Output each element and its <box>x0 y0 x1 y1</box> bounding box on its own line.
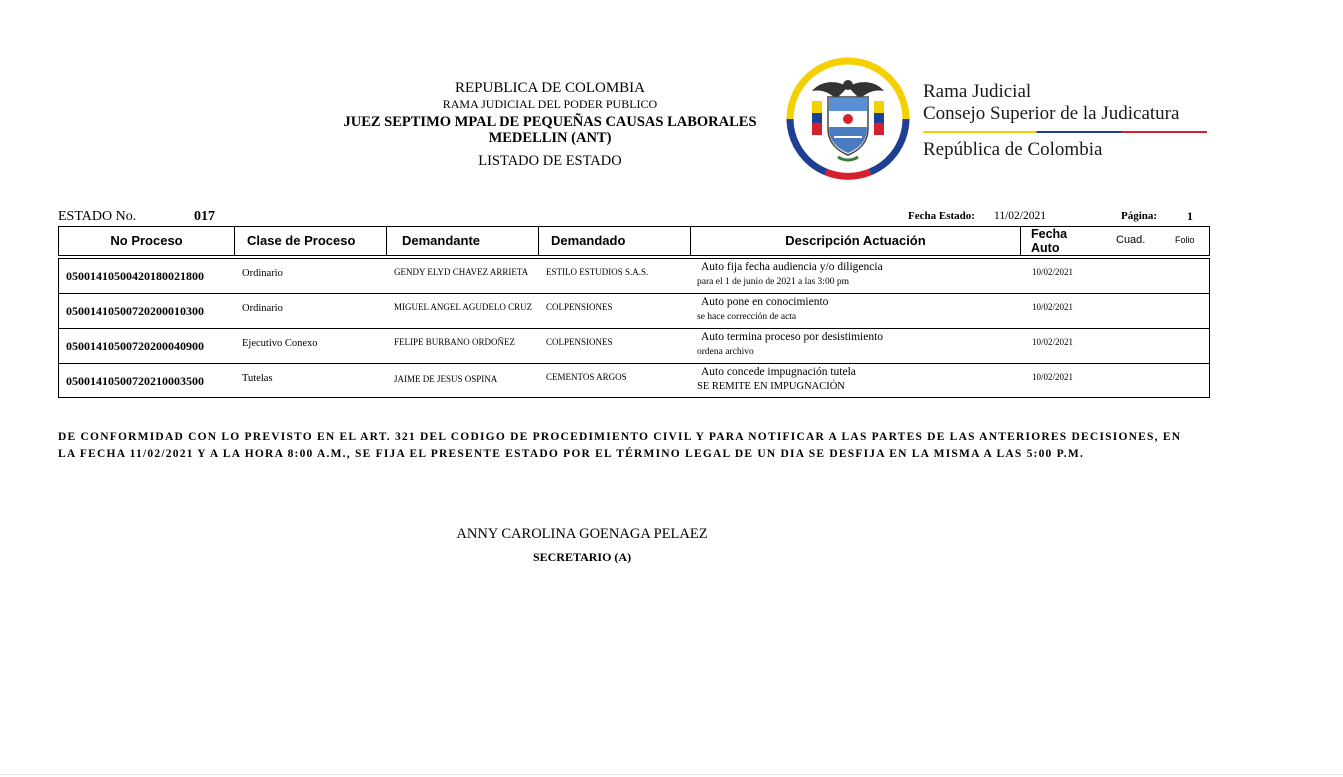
header-country: REPUBLICA DE COLOMBIA <box>454 80 645 96</box>
header-folio: Folio <box>1175 235 1195 245</box>
header-fecha-line1: Fecha <box>1031 227 1068 241</box>
fecha-estado-label: Fecha Estado: <box>908 210 975 222</box>
fecha-estado-value: 11/02/2021 <box>994 210 1046 222</box>
table-header <box>58 226 1210 256</box>
cell-detalle: se hace corrección de acta <box>697 312 797 322</box>
estado-number: 017 <box>194 209 215 224</box>
cell-demandante: GENDY ELYD CHAVEZ ARRIETA <box>394 267 529 277</box>
brand-title: Rama Judicial <box>923 81 1032 102</box>
cell-descripcion <box>697 295 1027 324</box>
header-demandado: Demandado <box>539 227 691 255</box>
header-doc-title: LISTADO DE ESTADO <box>478 153 622 169</box>
header-clase: Clase de Proceso <box>235 227 387 255</box>
signature-name: ANNY CAROLINA GOENAGA PELAEZ <box>456 526 708 542</box>
header-fecha-line2: Auto <box>1031 241 1060 255</box>
page-bottom-border <box>0 774 1343 775</box>
cell-fecha: 10/02/2021 <box>1032 267 1074 277</box>
cell-descripcion <box>697 260 1027 289</box>
cell-actuacion: Auto fija fecha audiencia y/o diligencia <box>701 261 883 273</box>
cell-actuacion: Auto pone en conocimiento <box>701 296 829 308</box>
cell-fecha: 10/02/2021 <box>1032 372 1074 382</box>
estado-label: ESTADO No. <box>58 209 137 224</box>
header-fecha-auto <box>1031 227 1091 255</box>
cell-demandado: COLPENSIONES <box>546 302 613 312</box>
header-city: MEDELLIN (ANT) <box>488 130 612 146</box>
brand-divider <box>923 131 1207 133</box>
cell-demandante: FELIPE BURBANO ORDOÑEZ <box>394 337 516 347</box>
cell-clase: Ejecutivo Conexo <box>242 338 318 349</box>
cell-proceso: 05001410500720200040900 <box>66 339 204 353</box>
cell-demandado: COLPENSIONES <box>546 337 613 347</box>
cell-clase: Ordinario <box>242 268 283 279</box>
cell-demandado: CEMENTOS ARGOS <box>546 372 627 382</box>
cell-descripcion <box>697 365 1027 394</box>
header-cuad: Cuad. <box>1116 234 1146 246</box>
cell-demandante: JAIME DE JESUS OSPINA <box>394 374 498 384</box>
cell-proceso: 05001410500420180021800 <box>66 269 204 283</box>
table-row <box>59 259 1209 293</box>
brand-country: República de Colombia <box>923 139 1103 160</box>
cell-clase: Tutelas <box>242 373 273 384</box>
header-descripcion: Descripción Actuación <box>691 227 1021 255</box>
cell-proceso: 05001410500720200010300 <box>66 304 204 318</box>
cell-fecha: 10/02/2021 <box>1032 337 1074 347</box>
cell-clase: Ordinario <box>242 303 283 314</box>
cell-detalle: ordena archivo <box>697 347 754 357</box>
notice-line-2: LA FECHA 11/02/2021 Y A LA HORA 8:00 A.M., SE FIJA EL PRESENTE ESTADO POR EL TÉRMINO LEGAL DE UN DIA SE DESFIJA EN LA MISMA A LAS 5:00 P.M. <box>58 448 1085 460</box>
signature-title: SECRETARIO (A) <box>532 550 632 564</box>
pagina-value: 1 <box>1187 209 1193 223</box>
notice-line-1: DE CONFORMIDAD CON LO PREVISTO EN EL ART. 321 DEL CODIGO DE PROCEDIMIENTO CIVIL Y PARA NOTIFICAR A LAS PARTES DE LAS ANTERIORES DECISIONES, EN <box>58 431 1182 443</box>
cell-demandante: MIGUEL ANGEL AGUDELO CRUZ <box>394 302 533 312</box>
cell-proceso: 05001410500720210003500 <box>66 374 204 388</box>
table-row <box>59 294 1209 328</box>
table-row <box>59 364 1209 398</box>
cell-fecha: 10/02/2021 <box>1032 302 1074 312</box>
pagina-label: Página: <box>1121 210 1158 222</box>
cell-descripcion <box>697 330 1027 359</box>
header-proceso: No Proceso <box>59 227 235 255</box>
cell-actuacion: Auto concede impugnación tutela <box>701 366 856 378</box>
table-row <box>59 329 1209 363</box>
coat-of-arms-icon <box>786 57 910 181</box>
cell-detalle: SE REMITE EN IMPUGNACIÓN <box>697 381 845 392</box>
header-court: JUEZ SEPTIMO MPAL DE PEQUEÑAS CAUSAS LABORALES <box>343 114 757 130</box>
cell-actuacion: Auto termina proceso por desistimiento <box>701 331 884 343</box>
cell-demandado: ESTILO ESTUDIOS S.A.S. <box>546 267 649 277</box>
header-demandante: Demandante <box>387 227 539 255</box>
brand-subtitle: Consejo Superior de la Judicatura <box>923 103 1180 124</box>
header-branch: RAMA JUDICIAL DEL PODER PUBLICO <box>442 97 658 111</box>
cell-detalle: para el 1 de junio de 2021 a las 3:00 pm <box>697 277 849 287</box>
table-body <box>58 258 1210 398</box>
